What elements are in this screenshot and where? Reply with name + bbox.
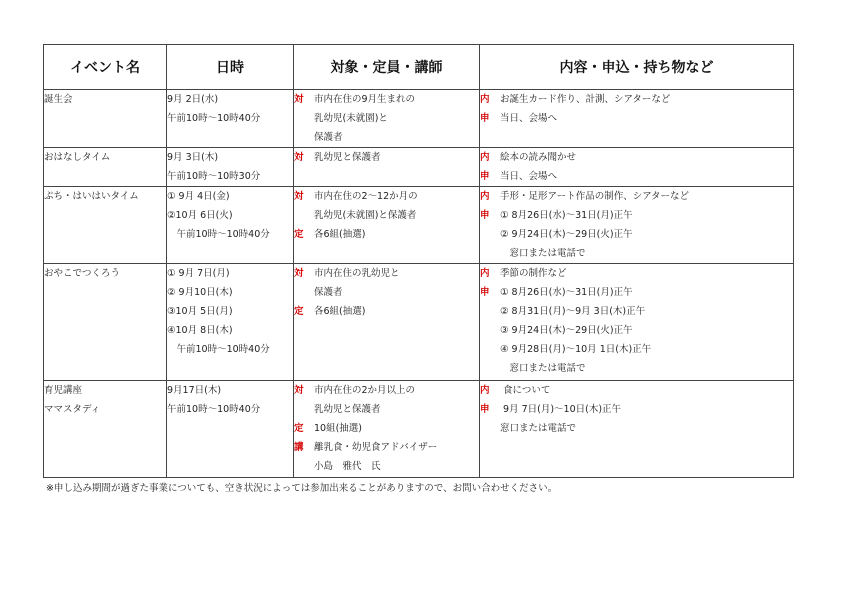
target-text: 小島 雅代 氏: [314, 461, 381, 472]
target-cell: [294, 187, 480, 264]
content-text: 食について: [500, 385, 551, 396]
marker-lecturer: 講: [294, 442, 304, 453]
marker-target: 対: [294, 94, 304, 105]
datetime-line: ④10月 8日(木): [167, 325, 233, 336]
content-text: ② 8月31日(月)～9月 3日(木)正午: [500, 306, 646, 317]
datetime-cell: [167, 148, 294, 187]
marker-apply: 申: [480, 171, 490, 182]
target-text: 乳幼児と保護者: [314, 404, 381, 415]
target-text: 市内在住の2か月以上の: [314, 385, 416, 396]
table-row: [44, 264, 794, 381]
content-cell: [480, 187, 794, 264]
table-row: [44, 90, 794, 148]
target-text: 乳幼児と保護者: [314, 152, 381, 163]
event-name: ママスタディ: [44, 404, 101, 415]
marker-target: 対: [294, 191, 304, 202]
event-name: おはなしタイム: [44, 152, 111, 163]
content-text: 手形・足形アート作品の制作、シアターなど: [500, 191, 690, 202]
marker-target: 対: [294, 268, 304, 279]
event-name-cell: [44, 148, 167, 187]
event-name: 育児講座: [44, 385, 83, 396]
event-name: ぷち・はいはいタイム: [44, 191, 139, 202]
event-name-cell: [44, 264, 167, 381]
header-row: [44, 45, 794, 90]
datetime-line: 午前10時～10時40分: [167, 404, 261, 415]
target-text: 10組(抽選): [314, 423, 363, 434]
target-text: 各6組(抽選): [314, 306, 366, 317]
content-text: お誕生カード作り、計測、シアターなど: [500, 94, 671, 105]
marker-capacity: 定: [294, 423, 304, 434]
datetime-line: ③10月 5日(月): [167, 306, 233, 317]
target-text: 市内在住の2～12か月の: [314, 191, 418, 202]
event-name-cell: [44, 90, 167, 148]
header-event-name: イベント名: [44, 45, 167, 90]
table-row: [44, 148, 794, 187]
datetime-line: ② 9月10日(木): [167, 287, 233, 298]
target-cell: [294, 90, 480, 148]
content-text: 季節の制作など: [500, 268, 567, 279]
event-table: [43, 44, 794, 478]
content-text: ② 9月24日(木)～29日(火)正午: [500, 229, 633, 240]
target-text: 離乳食・幼児食アドバイザー: [314, 442, 438, 453]
datetime-cell: [167, 187, 294, 264]
marker-capacity: 定: [294, 229, 304, 240]
content-cell: [480, 264, 794, 381]
content-text: ③ 9月24日(木)～29日(火)正午: [500, 325, 633, 336]
marker-apply: 申: [480, 210, 490, 221]
content-text: ① 8月26日(水)～31日(月)正午: [500, 210, 633, 221]
marker-content: 内: [480, 268, 490, 279]
marker-content: 内: [480, 191, 490, 202]
content-text: 窓口または電話で: [500, 423, 577, 434]
table-row: [44, 381, 794, 478]
content-cell: [480, 381, 794, 478]
target-text: 保護者: [314, 132, 343, 143]
content-text: 当日、会場へ: [500, 171, 558, 182]
header-content: 内容・申込・持ち物など: [480, 45, 794, 90]
table-row: [44, 187, 794, 264]
target-text: 市内在住の9月生まれの: [314, 94, 416, 105]
event-name: 誕生会: [44, 94, 73, 105]
marker-apply: 申: [480, 113, 490, 124]
marker-content: 内: [480, 152, 490, 163]
datetime-line: 午前10時～10時40分: [167, 344, 270, 355]
datetime-line: 9月 2日(水): [167, 94, 219, 105]
datetime-line: 9月 3日(木): [167, 152, 219, 163]
content-text: 窓口または電話で: [500, 363, 586, 374]
target-text: 乳幼児(未就園)と: [314, 113, 388, 124]
target-text: 市内在住の乳幼児と: [314, 268, 400, 279]
header-target: 対象・定員・講師: [294, 45, 480, 90]
target-text: 保護者: [314, 287, 343, 298]
event-name-cell: [44, 381, 167, 478]
target-text: 各6組(抽選): [314, 229, 366, 240]
content-text: ④ 9月28日(月)～10月 1日(木)正午: [500, 344, 652, 355]
event-name-cell: [44, 187, 167, 264]
datetime-line: ① 9月 4日(金): [167, 191, 230, 202]
marker-target: 対: [294, 385, 304, 396]
content-text: 窓口または電話で: [500, 248, 586, 259]
content-text: 当日、会場へ: [500, 113, 558, 124]
marker-content: 内: [480, 94, 490, 105]
datetime-line: 午前10時～10時30分: [167, 171, 261, 182]
content-cell: [480, 90, 794, 148]
marker-apply: 申: [480, 404, 490, 415]
target-text: 乳幼児(未就園)と保護者: [314, 210, 417, 221]
marker-target: 対: [294, 152, 304, 163]
content-text: ① 8月26日(水)～31日(月)正午: [500, 287, 633, 298]
datetime-line: 午前10時～10時40分: [167, 229, 270, 240]
target-cell: [294, 264, 480, 381]
datetime-line: ① 9月 7日(月): [167, 268, 230, 279]
content-text: 9月 7日(月)～10日(木)正午: [500, 404, 622, 415]
target-cell: [294, 148, 480, 187]
datetime-cell: [167, 90, 294, 148]
datetime-line: ②10月 6日(火): [167, 210, 233, 221]
event-name: おやこでつくろう: [44, 268, 121, 279]
datetime-cell: [167, 264, 294, 381]
marker-content: 内: [480, 385, 490, 396]
datetime-line: 午前10時～10時40分: [167, 113, 261, 124]
target-cell: [294, 381, 480, 478]
marker-capacity: 定: [294, 306, 304, 317]
marker-apply: 申: [480, 287, 490, 298]
header-datetime: 日時: [167, 45, 294, 90]
datetime-line: 9月17日(木): [167, 385, 222, 396]
datetime-cell: [167, 381, 294, 478]
content-text: 絵本の読み聞かせ: [500, 152, 577, 163]
footnote: ※申し込み期間が過ぎた事業についても、空き状況によっては参加出来ることがありますので、お問い合わせください。: [46, 483, 558, 494]
content-cell: [480, 148, 794, 187]
